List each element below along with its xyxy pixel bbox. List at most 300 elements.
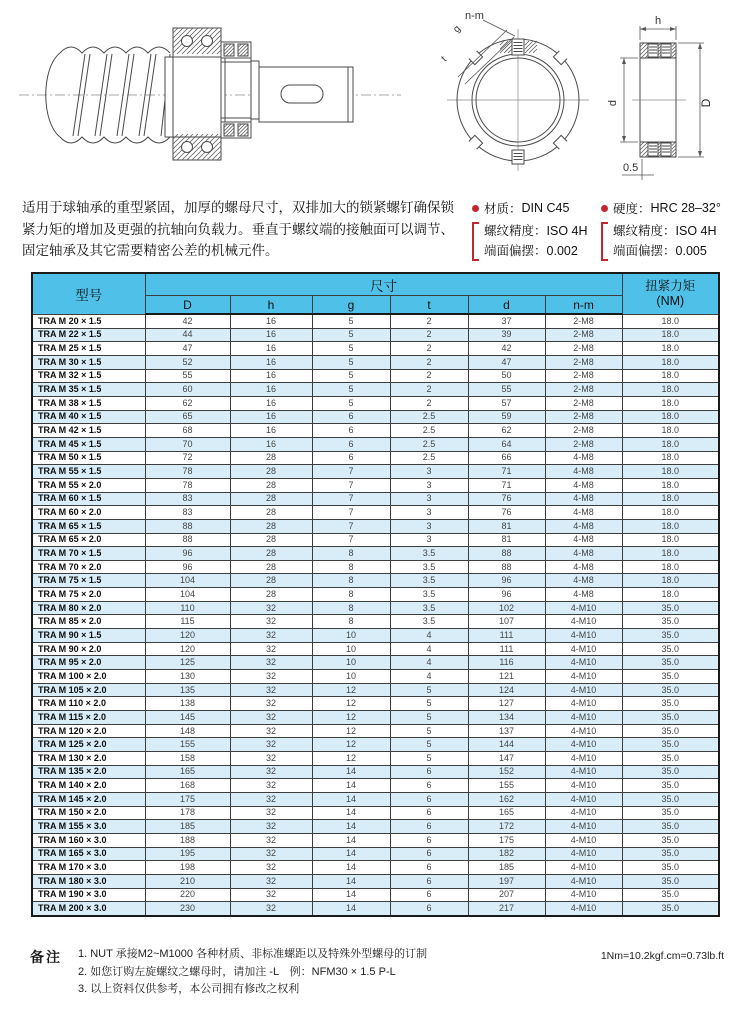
bottom-lock-screw (512, 150, 524, 164)
table-row (32, 369, 719, 383)
value-cell: 7 (312, 519, 390, 533)
value-cell: 14 (312, 833, 390, 847)
value-cell: 104 (145, 588, 230, 602)
value-cell: 4-M10 (545, 601, 622, 615)
model-cell: TRA M 120 × 2.0 (32, 724, 145, 738)
value-cell: 2-M8 (545, 355, 622, 369)
value-cell: 195 (145, 847, 230, 861)
value-cell: 16 (230, 396, 312, 410)
value-cell: 28 (230, 533, 312, 547)
value-cell: 134 (468, 711, 545, 725)
value-cell: 32 (230, 874, 312, 888)
value-cell: 28 (230, 451, 312, 465)
value-cell: 4-M10 (545, 711, 622, 725)
value-cell: 32 (230, 642, 312, 656)
value-cell: 35.0 (622, 861, 719, 875)
value-cell: 3 (390, 519, 468, 533)
model-cell: TRA M 110 × 2.0 (32, 697, 145, 711)
value-cell: 10 (312, 656, 390, 670)
n-m-label: n-m (465, 10, 484, 22)
value-cell: 18.0 (622, 314, 719, 328)
value-cell: 3 (390, 478, 468, 492)
value-cell: 28 (230, 465, 312, 479)
value-cell: 14 (312, 779, 390, 793)
value-cell: 76 (468, 492, 545, 506)
value-cell: 32 (230, 752, 312, 766)
value-cell: 155 (468, 779, 545, 793)
value-cell: 168 (145, 779, 230, 793)
value-cell: 5 (312, 342, 390, 356)
table-row (32, 506, 719, 520)
table-row (32, 451, 719, 465)
value-cell: 76 (468, 506, 545, 520)
value-cell: 4-M8 (545, 519, 622, 533)
value-cell: 32 (230, 806, 312, 820)
model-cell: TRA M 35 × 1.5 (32, 383, 145, 397)
dim-header-h: h (230, 296, 312, 315)
value-cell: 18.0 (622, 519, 719, 533)
value-cell: 6 (312, 437, 390, 451)
value-cell: 3.5 (390, 588, 468, 602)
value-cell: 64 (468, 437, 545, 451)
value-cell: 32 (230, 902, 312, 916)
value-cell: 78 (145, 465, 230, 479)
value-cell: 62 (468, 424, 545, 438)
spec-column-left (472, 197, 595, 261)
value-cell: 14 (312, 806, 390, 820)
value-cell: 111 (468, 629, 545, 643)
value-cell: 5 (390, 697, 468, 711)
bracket-icon (601, 222, 608, 261)
value-cell: 111 (468, 642, 545, 656)
value-cell: 4-M10 (545, 670, 622, 684)
hardness-label: 硬度： (613, 202, 651, 216)
value-cell: 35.0 (622, 697, 719, 711)
model-cell: TRA M 130 × 2.0 (32, 752, 145, 766)
model-cell: TRA M 75 × 2.0 (32, 588, 145, 602)
value-cell: 120 (145, 642, 230, 656)
model-cell: TRA M 200 × 3.0 (32, 902, 145, 916)
value-cell: 217 (468, 902, 545, 916)
model-cell: TRA M 45 × 1.5 (32, 437, 145, 451)
value-cell: 137 (468, 724, 545, 738)
value-cell: 35.0 (622, 711, 719, 725)
value-cell: 6 (390, 847, 468, 861)
value-cell: 70 (145, 437, 230, 451)
value-cell: 16 (230, 328, 312, 342)
value-cell: 6 (312, 424, 390, 438)
model-cell: TRA M 32 × 1.5 (32, 369, 145, 383)
precision-group-1 (472, 222, 595, 261)
model-cell: TRA M 170 × 3.0 (32, 861, 145, 875)
dimension-table (31, 272, 720, 917)
value-cell: 88 (468, 547, 545, 561)
value-cell: 4-M8 (545, 506, 622, 520)
value-cell: 2-M8 (545, 383, 622, 397)
value-cell: 14 (312, 902, 390, 916)
value-cell: 18.0 (622, 478, 719, 492)
value-cell: 2-M8 (545, 342, 622, 356)
value-cell: 35.0 (622, 724, 719, 738)
model-cell: TRA M 155 × 3.0 (32, 820, 145, 834)
face-runout-line: 端面偏摆：0.002 (484, 243, 578, 258)
value-cell: 4-M10 (545, 888, 622, 902)
table-row (32, 697, 719, 711)
value-cell: 178 (145, 806, 230, 820)
value-cell: 7 (312, 533, 390, 547)
value-cell: 32 (230, 615, 312, 629)
value-cell: 8 (312, 574, 390, 588)
value-cell: 81 (468, 519, 545, 533)
shaft-end (251, 61, 353, 122)
value-cell: 3.5 (390, 601, 468, 615)
value-cell: 47 (468, 355, 545, 369)
value-cell: 4-M10 (545, 752, 622, 766)
value-cell: 32 (230, 820, 312, 834)
value-cell: 2 (390, 328, 468, 342)
value-cell: 230 (145, 902, 230, 916)
value-cell: 4-M10 (545, 874, 622, 888)
model-cell: TRA M 38 × 1.5 (32, 396, 145, 410)
value-cell: 2 (390, 369, 468, 383)
model-cell: TRA M 60 × 1.5 (32, 492, 145, 506)
value-cell: 78 (145, 478, 230, 492)
value-cell: 4-M8 (545, 588, 622, 602)
table-row (32, 683, 719, 697)
model-cell: TRA M 85 × 2.0 (32, 615, 145, 629)
value-cell: 116 (468, 656, 545, 670)
table-row (32, 861, 719, 875)
value-cell: 138 (145, 697, 230, 711)
value-cell: 4-M10 (545, 765, 622, 779)
table-row (32, 779, 719, 793)
value-cell: 35.0 (622, 806, 719, 820)
value-cell: 35.0 (622, 642, 719, 656)
table-row (32, 342, 719, 356)
value-cell: 44 (145, 328, 230, 342)
value-cell: 71 (468, 478, 545, 492)
table-row (32, 752, 719, 766)
value-cell: 6 (312, 410, 390, 424)
table-row (32, 560, 719, 574)
value-cell: 4-M10 (545, 697, 622, 711)
material-spec (472, 199, 595, 217)
value-cell: 6 (390, 820, 468, 834)
value-cell: 68 (145, 424, 230, 438)
value-cell: 185 (145, 820, 230, 834)
model-cell: TRA M 55 × 1.5 (32, 465, 145, 479)
notes-label: 备注 (30, 949, 62, 965)
model-cell: TRA M 80 × 2.0 (32, 601, 145, 615)
value-cell: 165 (145, 765, 230, 779)
table-row (32, 806, 719, 820)
table-row (32, 383, 719, 397)
value-cell: 198 (145, 861, 230, 875)
value-cell: 16 (230, 424, 312, 438)
note-item: 3. 以上资料仅供参考，本公司拥有修改之权利 (78, 983, 300, 995)
value-cell: 197 (468, 874, 545, 888)
value-cell: 88 (145, 519, 230, 533)
bullet-icon (601, 205, 608, 212)
value-cell: 10 (312, 642, 390, 656)
value-cell: 32 (230, 792, 312, 806)
value-cell: 8 (312, 588, 390, 602)
value-cell: 71 (468, 465, 545, 479)
value-cell: 104 (145, 574, 230, 588)
model-cell: TRA M 115 × 2.0 (32, 711, 145, 725)
value-cell: 18.0 (622, 342, 719, 356)
value-cell: 4-M10 (545, 724, 622, 738)
value-cell: 125 (145, 656, 230, 670)
value-cell: 18.0 (622, 492, 719, 506)
value-cell: 152 (468, 765, 545, 779)
value-cell: 5 (390, 683, 468, 697)
value-cell: 12 (312, 683, 390, 697)
value-cell: 16 (230, 355, 312, 369)
table-row (32, 765, 719, 779)
value-cell: 175 (468, 833, 545, 847)
model-cell: TRA M 70 × 1.5 (32, 547, 145, 561)
table-row (32, 574, 719, 588)
model-cell: TRA M 25 × 1.5 (32, 342, 145, 356)
value-cell: 35.0 (622, 683, 719, 697)
value-cell: 175 (145, 792, 230, 806)
model-cell: TRA M 30 × 1.5 (32, 355, 145, 369)
top-band (640, 43, 676, 58)
model-cell: TRA M 125 × 2.0 (32, 738, 145, 752)
value-cell: 115 (145, 615, 230, 629)
value-cell: 35.0 (622, 615, 719, 629)
value-cell: 102 (468, 601, 545, 615)
value-cell: 4-M10 (545, 792, 622, 806)
value-cell: 32 (230, 697, 312, 711)
value-cell: 96 (468, 574, 545, 588)
table-row (32, 355, 719, 369)
value-cell: 32 (230, 861, 312, 875)
value-cell: 2 (390, 314, 468, 328)
table-row (32, 465, 719, 479)
value-cell: 83 (145, 506, 230, 520)
value-cell: 4-M8 (545, 478, 622, 492)
dim-header-D: D (145, 296, 230, 315)
value-cell: 32 (230, 683, 312, 697)
bracket-icon (472, 222, 479, 261)
model-cell: TRA M 90 × 1.5 (32, 629, 145, 643)
value-cell: 65 (145, 410, 230, 424)
model-cell: TRA M 95 × 2.0 (32, 656, 145, 670)
value-cell: 185 (468, 861, 545, 875)
precision-group-2 (601, 222, 724, 261)
value-cell: 4-M10 (545, 738, 622, 752)
dimensions-column-header: 尺寸 (145, 273, 622, 296)
value-cell: 3 (390, 492, 468, 506)
value-cell: 2.5 (390, 424, 468, 438)
value-cell: 32 (230, 847, 312, 861)
table-row (32, 547, 719, 561)
value-cell: 16 (230, 314, 312, 328)
value-cell: 8 (312, 601, 390, 615)
g-dim-label: g (451, 23, 464, 36)
value-cell: 121 (468, 670, 545, 684)
value-cell: 59 (468, 410, 545, 424)
value-cell: 14 (312, 874, 390, 888)
value-cell: 62 (145, 396, 230, 410)
value-cell: 28 (230, 492, 312, 506)
value-cell: 35.0 (622, 888, 719, 902)
value-cell: 35.0 (622, 874, 719, 888)
model-cell: TRA M 105 × 2.0 (32, 683, 145, 697)
value-cell: 18.0 (622, 547, 719, 561)
h-dim-label: h (655, 15, 662, 27)
model-cell: TRA M 65 × 1.5 (32, 519, 145, 533)
value-cell: 6 (390, 765, 468, 779)
d-dim-label: d (607, 99, 619, 107)
value-cell: 42 (468, 342, 545, 356)
value-cell: 8 (312, 615, 390, 629)
value-cell: 10 (312, 629, 390, 643)
table-row (32, 888, 719, 902)
value-cell: 35.0 (622, 779, 719, 793)
model-cell: TRA M 70 × 2.0 (32, 560, 145, 574)
value-cell: 66 (468, 451, 545, 465)
value-cell: 4-M8 (545, 451, 622, 465)
value-cell: 32 (230, 629, 312, 643)
value-cell: 6 (390, 792, 468, 806)
t-dim-label: t (439, 54, 450, 65)
spec-column-right (601, 197, 724, 261)
value-cell: 35.0 (622, 656, 719, 670)
value-cell: 18.0 (622, 465, 719, 479)
value-cell: 2-M8 (545, 410, 622, 424)
value-cell: 6 (390, 888, 468, 902)
dim-header-nm: n-m (545, 296, 622, 315)
value-cell: 18.0 (622, 369, 719, 383)
value-cell: 12 (312, 697, 390, 711)
value-cell: 4-M10 (545, 642, 622, 656)
value-cell: 18.0 (622, 355, 719, 369)
value-cell: 4 (390, 656, 468, 670)
value-cell: 2 (390, 396, 468, 410)
value-cell: 32 (230, 601, 312, 615)
thread-precision-line: 螺纹精度：ISO 4H (613, 224, 717, 238)
value-cell: 107 (468, 615, 545, 629)
value-cell: 35.0 (622, 902, 719, 916)
value-cell: 135 (145, 683, 230, 697)
value-cell: 60 (145, 383, 230, 397)
value-cell: 14 (312, 765, 390, 779)
value-cell: 2.5 (390, 451, 468, 465)
value-cell: 4-M10 (545, 683, 622, 697)
model-cell: TRA M 145 × 2.0 (32, 792, 145, 806)
value-cell: 28 (230, 547, 312, 561)
value-cell: 2-M8 (545, 369, 622, 383)
value-cell: 6 (390, 902, 468, 916)
h-dimension (640, 15, 676, 40)
value-cell: 52 (145, 355, 230, 369)
value-cell: 6 (390, 779, 468, 793)
value-cell: 162 (468, 792, 545, 806)
value-cell: 28 (230, 574, 312, 588)
value-cell: 18.0 (622, 328, 719, 342)
value-cell: 32 (230, 738, 312, 752)
value-cell: 4 (390, 629, 468, 643)
value-cell: 2-M8 (545, 314, 622, 328)
value-cell: 35.0 (622, 670, 719, 684)
value-cell: 37 (468, 314, 545, 328)
value-cell: 2.5 (390, 437, 468, 451)
value-cell: 32 (230, 888, 312, 902)
value-cell: 182 (468, 847, 545, 861)
value-cell: 6 (312, 451, 390, 465)
n-m-leader-line (483, 20, 515, 36)
value-cell: 16 (230, 410, 312, 424)
torque-column-header: 扭紧力矩 (NM) (622, 273, 719, 314)
value-cell: 2-M8 (545, 328, 622, 342)
value-cell: 28 (230, 506, 312, 520)
value-cell: 96 (145, 547, 230, 561)
table-row (32, 519, 719, 533)
model-cell: TRA M 60 × 2.0 (32, 506, 145, 520)
value-cell: 6 (390, 833, 468, 847)
value-cell: 35.0 (622, 629, 719, 643)
table-row (32, 588, 719, 602)
value-cell: 158 (145, 752, 230, 766)
value-cell: 3.5 (390, 574, 468, 588)
value-cell: 35.0 (622, 820, 719, 834)
value-cell: 35.0 (622, 765, 719, 779)
table-row (32, 642, 719, 656)
value-cell: 12 (312, 711, 390, 725)
value-cell: 3.5 (390, 560, 468, 574)
model-cell: TRA M 50 × 1.5 (32, 451, 145, 465)
description-section (22, 197, 724, 262)
table-row (32, 437, 719, 451)
D-dim-label: D (699, 98, 713, 108)
material-value: DIN C45 (521, 201, 570, 215)
model-cell: TRA M 180 × 3.0 (32, 874, 145, 888)
table-row (32, 711, 719, 725)
value-cell: 32 (230, 670, 312, 684)
value-cell: 145 (145, 711, 230, 725)
spec-callouts (472, 197, 724, 262)
value-cell: 3.5 (390, 547, 468, 561)
nut-flange (165, 28, 225, 160)
value-cell: 4-M10 (545, 615, 622, 629)
value-cell: 12 (312, 724, 390, 738)
table-row (32, 478, 719, 492)
value-cell: 14 (312, 792, 390, 806)
table-row (32, 874, 719, 888)
value-cell: 14 (312, 847, 390, 861)
model-cell: TRA M 100 × 2.0 (32, 670, 145, 684)
value-cell: 18.0 (622, 451, 719, 465)
value-cell: 4-M10 (545, 656, 622, 670)
value-cell: 28 (230, 519, 312, 533)
table-row (32, 396, 719, 410)
value-cell: 35.0 (622, 738, 719, 752)
value-cell: 3 (390, 533, 468, 547)
value-cell: 4-M8 (545, 547, 622, 561)
value-cell: 16 (230, 369, 312, 383)
torque-conversion-footnote: 1Nm=10.2kgf.cm=0.73lb.ft (600, 950, 724, 962)
value-cell: 5 (312, 396, 390, 410)
value-cell: 5 (312, 383, 390, 397)
value-cell: 32 (230, 711, 312, 725)
value-cell: 2 (390, 383, 468, 397)
value-cell: 144 (468, 738, 545, 752)
lock-nut-section-drawing (598, 8, 740, 190)
value-cell: 5 (390, 711, 468, 725)
